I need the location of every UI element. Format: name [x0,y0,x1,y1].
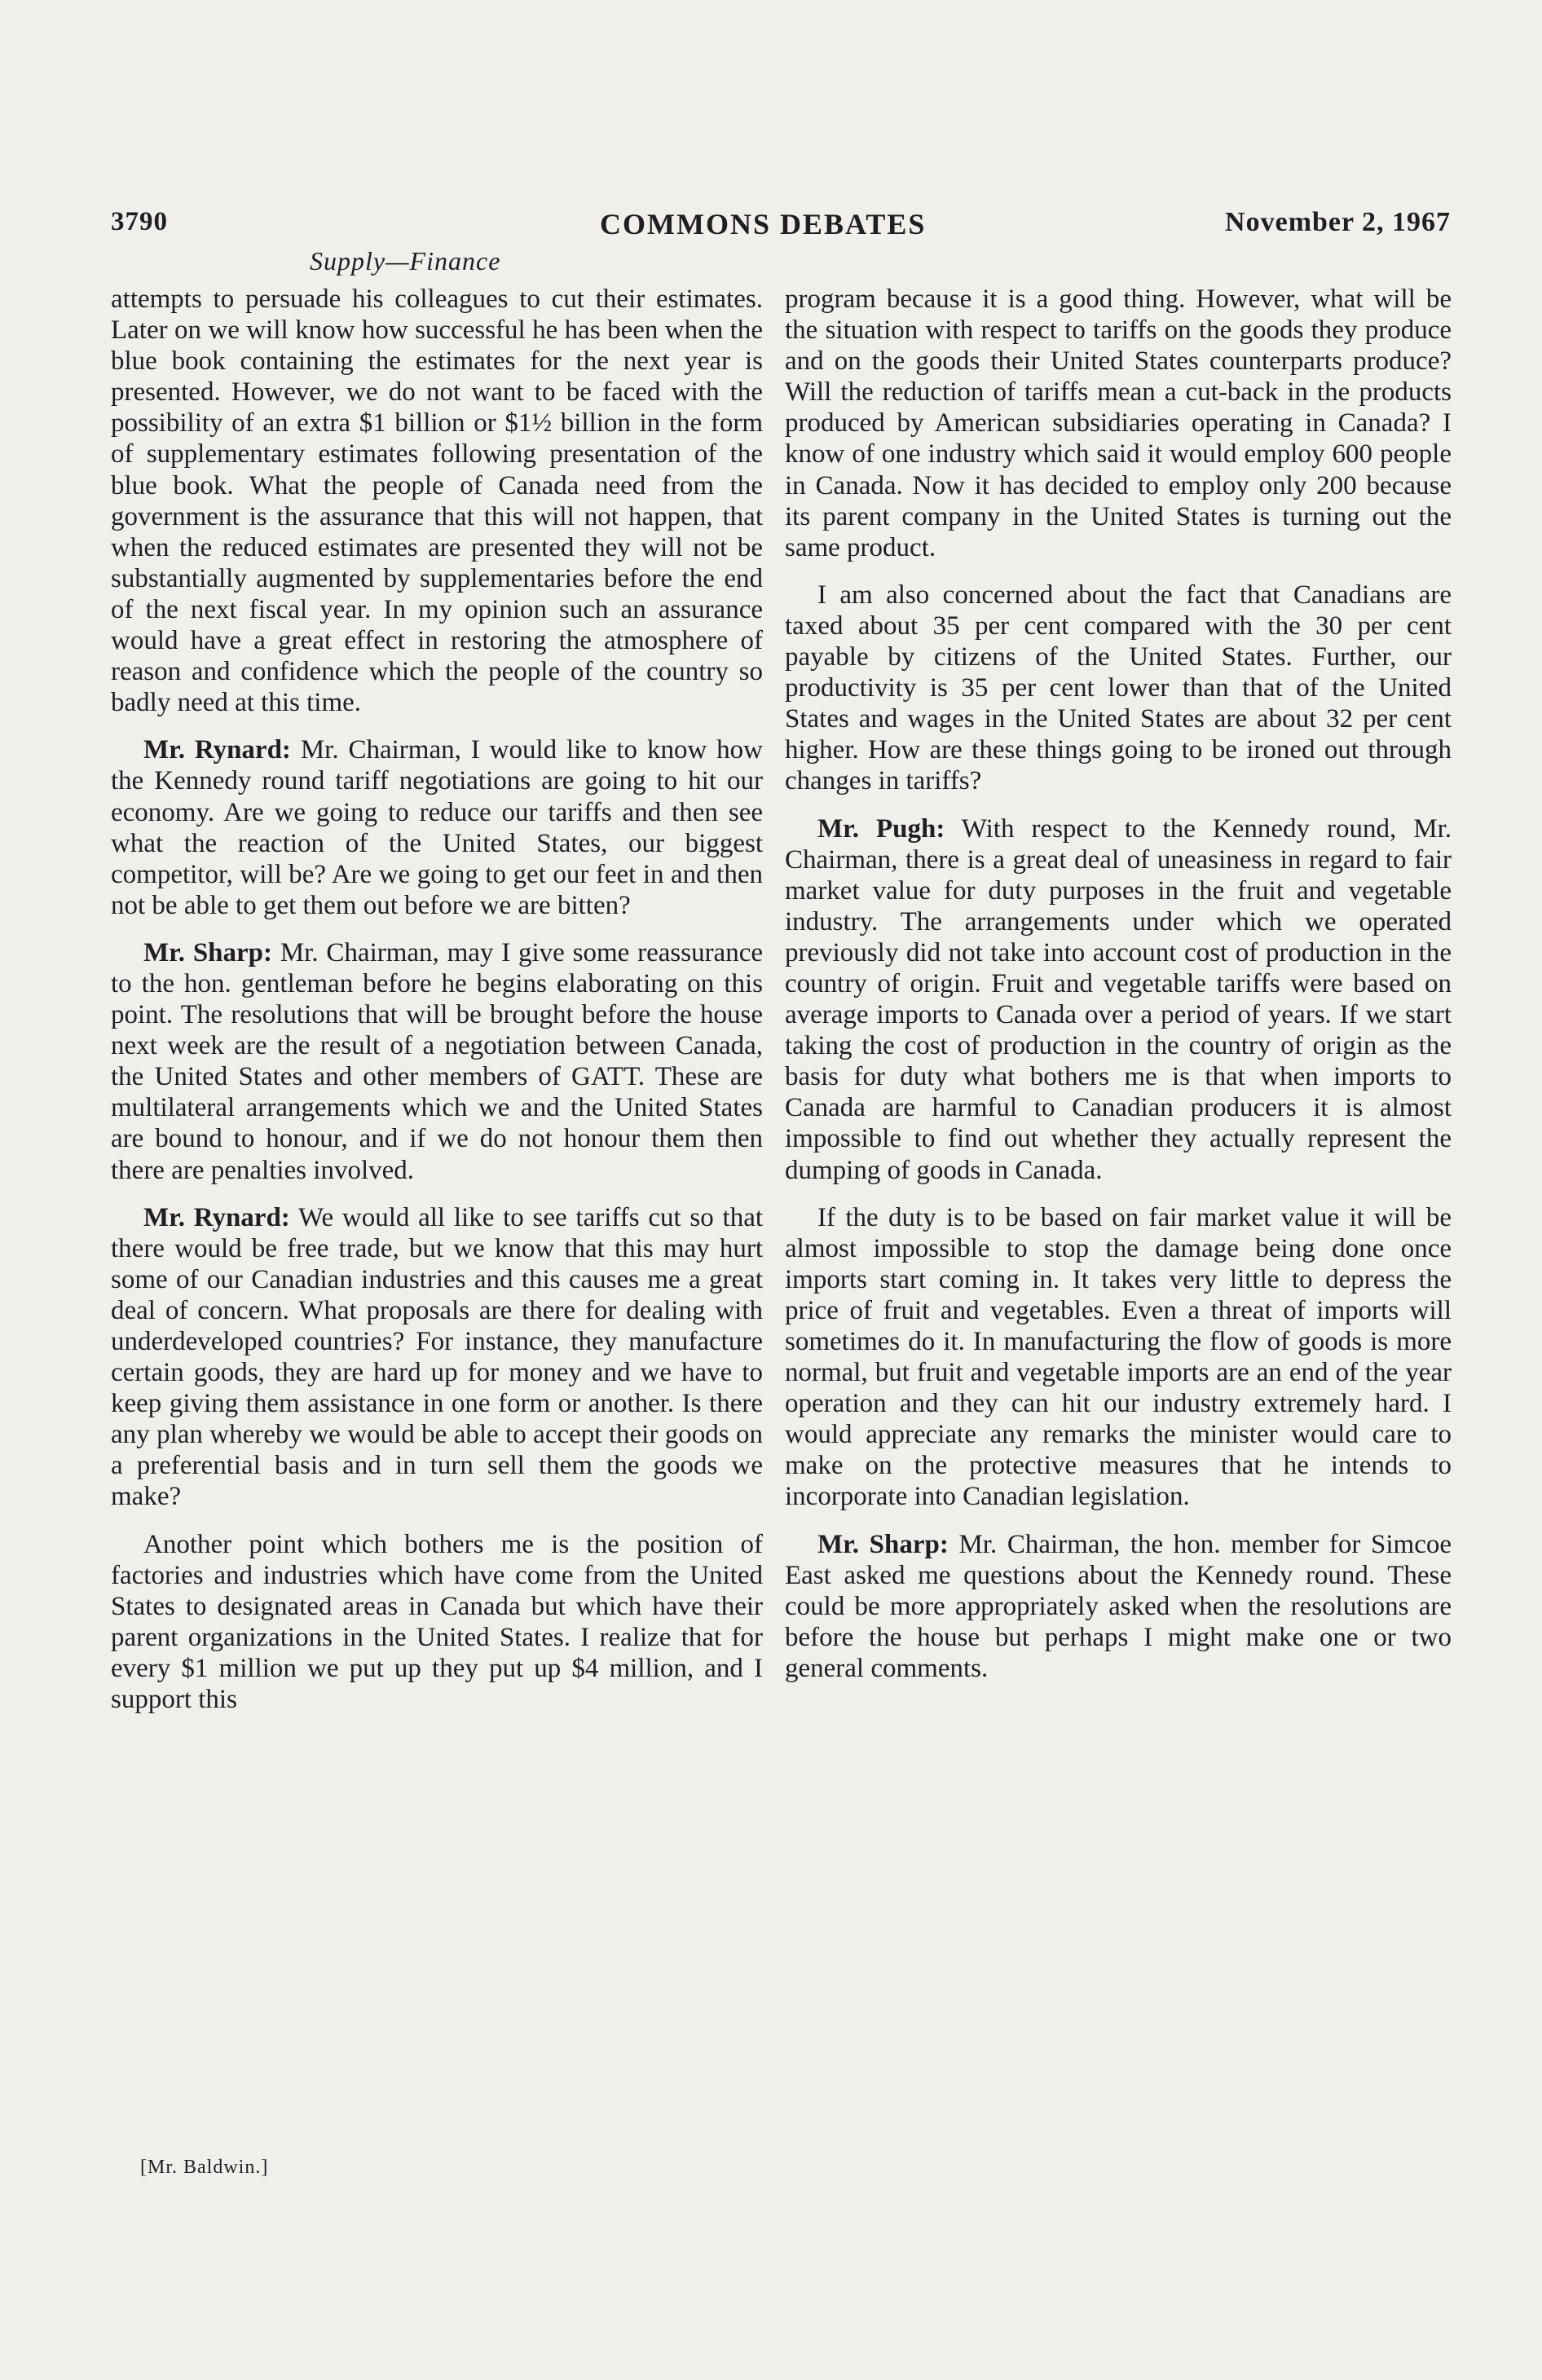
page-number: 3790 [111,207,168,236]
speech-paragraph [111,937,763,1186]
left-column [111,284,763,1731]
speech-text: We would all like to see tariffs cut so that there would be free trade, but we know that this may hurt some of our Canadian industries and this causes me a great deal of concern. What proposals are there for dealing with underdeveloped countries? For instance, they manufacture certain goods, they are hard up for money and we have to keep giving them assistance in one form or another. Is there any plan whereby we would be able to accept their goods on a preferential basis and in turn sell them the goods we make? [111,1202,764,1512]
speech-text: Mr. Chairman, may I give some reassurance to the hon. gentleman before he begins elaborating on this point. The resolutions that will be brought before the house next week are the result of a negotiation between Canada, the United States and other members of GATT. These are multilateral arrangements which we and the United States are bound to honour, and if we do not honour them then there are penalties involved. [111,937,763,1185]
page-footnote: [Mr. Baldwin.] [140,2157,269,2178]
speech-paragraph [785,1529,1452,1684]
speaker-name: Mr. Sharp: [143,937,273,967]
right-column [785,284,1452,1700]
speaker-name: Mr. Rynard: [143,1202,290,1232]
speech-paragraph [111,734,763,921]
paragraph: If the duty is to be based on fair market value it will be almost impossible to stop the damage being done once imports start coming in. It takes very little to depress the price of fruit and vegetables. Even a threat of imports will sometimes do it. In manufacturing the flow of goods is more normal, but fruit and vegetable imports are an end of the year operation and they can hit our industry extremely hard. I would appreciate any remarks the minister would care to make on the protective measures that he intends to incorporate into Canadian legislation. [785,1202,1452,1512]
section-heading: Supply—Finance [310,246,501,275]
speech-paragraph [111,1202,763,1513]
paragraph: Another point which bothers me is the position of factories and industries which have come from the United States to designated areas in Canada but which have their parent organizations in the United States. I realize that for every $1 million we put up they put up $4 million, and I support this [111,1529,763,1715]
speech-paragraph [785,813,1452,1186]
speaker-name: Mr. Rynard: [143,735,291,765]
speech-text: Mr. Chairman, I would like to know how the Kennedy round tariff negotiations are going to hit our economy. Are we going to reduce our tariffs and then see what the reaction of the United States, our biggest competitor, will be? Are we going to get our feet in and then not be able to get them out before we are bitten? [111,735,763,920]
publication-title: COMMONS DEBATES [600,208,927,240]
paragraph: program because it is a good thing. However, what will be the situation with respect to tariffs on the goods they produce and on the goods their United States counterparts produce? Will the reduction of tariffs mean a cut-back in the products produced by American subsidiaries operating in Canada? I know of one industry which said it would employ 600 people in Canada. Now it has decided to employ only 200 because its parent company in the United States is turning out the same product. [785,284,1452,562]
speech-text: Mr. Chairman, the hon. member for Simcoe East asked me questions about the Kennedy round. These could be more appropriately asked when the resolutions are before the house but perhaps I might make one or two general comments. [785,1529,1452,1683]
speaker-name: Mr. Sharp: [817,1529,949,1559]
page-header [111,207,1451,248]
paragraph: I am also concerned about the fact that Canadians are taxed about 35 per cent compared with the 30 per cent payable by citizens of the United States. Further, our productivity is 35 per cent lower than that of the United States and wages in the United States are about 32 per cent higher. How are these things going to be ironed out through changes in tariffs? [785,580,1452,796]
paragraph: attempts to persuade his colleagues to cut their estimates. Later on we will know how successful he has been when the blue book containing the estimates for the next year is presented. However, we do not want to be faced with the possibility of an extra $1 billion or $1½ billion in the form of supplementary estimates following presentation of the blue book. What the people of Canada need from the government is the assurance that this will not happen, that when the reduced estimates are presented they will not be substantially augmented by supplementaries before the end of the next fiscal year. In my opinion such an assurance would have a great effect in restoring the atmosphere of reason and confidence which the people of the country so badly need at this time. [111,284,763,718]
speaker-name: Mr. Pugh: [817,813,945,844]
header-date: November 2, 1967 [1225,207,1451,237]
speech-text: With respect to the Kennedy round, Mr. Chairman, there is a great deal of uneasiness in regard to fair market value for duty purposes in the fruit and vegetable industry. The arrangements under which we operated previously did not take into account cost of production in the country of origin. Fruit and vegetable tariffs were based on average imports to Canada over a period of years. If we start taking the cost of production in the country of origin as the basis for duty what bothers me is that when imports to Canada are harmful to Canadian producers it is almost impossible to find out whether they actually represent the dumping of goods in Canada. [785,813,1452,1185]
